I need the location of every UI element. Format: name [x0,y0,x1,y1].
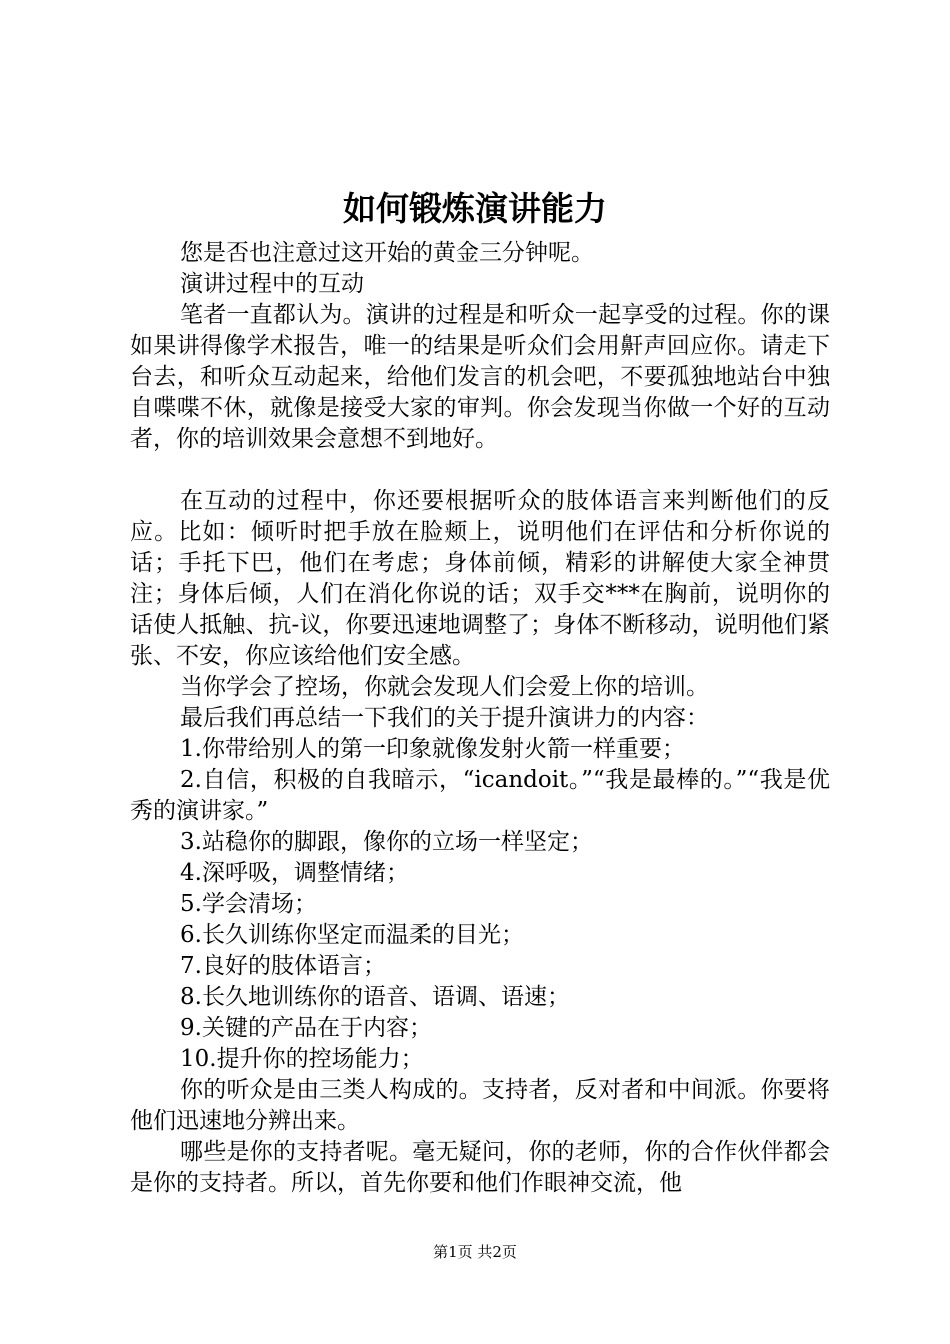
paragraph: 你的听众是由三类人构成的。支持者，反对者和中间派。你要将他们迅速地分辨出来。 [130,1077,830,1134]
page-footer: 第1页 共2页 [433,1243,517,1261]
paragraph: 演讲过程中的互动 [180,271,364,297]
list-item: 9.关键的产品在于内容； [180,1015,432,1041]
paragraph-gap [130,455,830,486]
list-item: 1.你带给别人的第一印象就像发射火箭一样重要； [180,736,685,762]
paragraph: 哪些是你的支持者呢。毫无疑问，你的老师，你的合作伙伴都会是你的支持者。所以，首先你要和他们作眼神交流，他 [130,1139,830,1196]
list-item: 6.长久训练你坚定而温柔的目光； [180,922,524,948]
document-title: 如何锻炼演讲能力 [343,189,607,228]
list-item: 10.提升你的控场能力； [180,1046,424,1072]
list-item: 5.学会清场； [180,891,317,917]
list-item: 2.自信，积极的自我暗示，“icandoit。”“我是最棒的。”“我是优秀的演讲家。” [130,767,830,824]
paragraph: 笔者一直都认为。演讲的过程是和听众一起享受的过程。你的课如果讲得像学术报告，唯一的结果是听众们会用鼾声回应你。请走下台去，和听众互动起来，给他们发言的机会吧，不要孤独地站台中独自喋喋不休，就像是接受大家的审判。你会发现当你做一个好的互动者，你的培训效果会意想不到地好。 [130,302,830,452]
list-item: 7.良好的肢体语言； [180,953,386,979]
paragraph: 在互动的过程中，你还要根据听众的肢体语言来判断他们的反应。比如：倾听时把手放在脸颊上，说明他们在评估和分析你说的话；手托下巴，他们在考虑；身体前倾，精彩的讲解使大家全神贯注；身体后倾，人们在消化你说的话；双手交***在胸前，说明你的话使人抵触、抗-议，你要迅速地调整了；身体不断移动，说明他们紧张、不安，你应该给他们安全感。 [130,488,830,669]
list-item: 3.站稳你的脚跟，像你的立场一样坚定； [180,829,593,855]
paragraph: 您是否也注意过这开始的黄金三分钟呢。 [180,240,594,266]
paragraph: 最后我们再总结一下我们的关于提升演讲力的内容： [180,705,709,731]
document-body [130,238,830,1199]
list-item: 8.长久地训练你的语音、语调、语速； [180,984,570,1010]
paragraph: 当你学会了控场，你就会发现人们会爱上你的培训。 [180,674,709,700]
list-item: 4.深呼吸，调整情绪； [180,860,409,886]
